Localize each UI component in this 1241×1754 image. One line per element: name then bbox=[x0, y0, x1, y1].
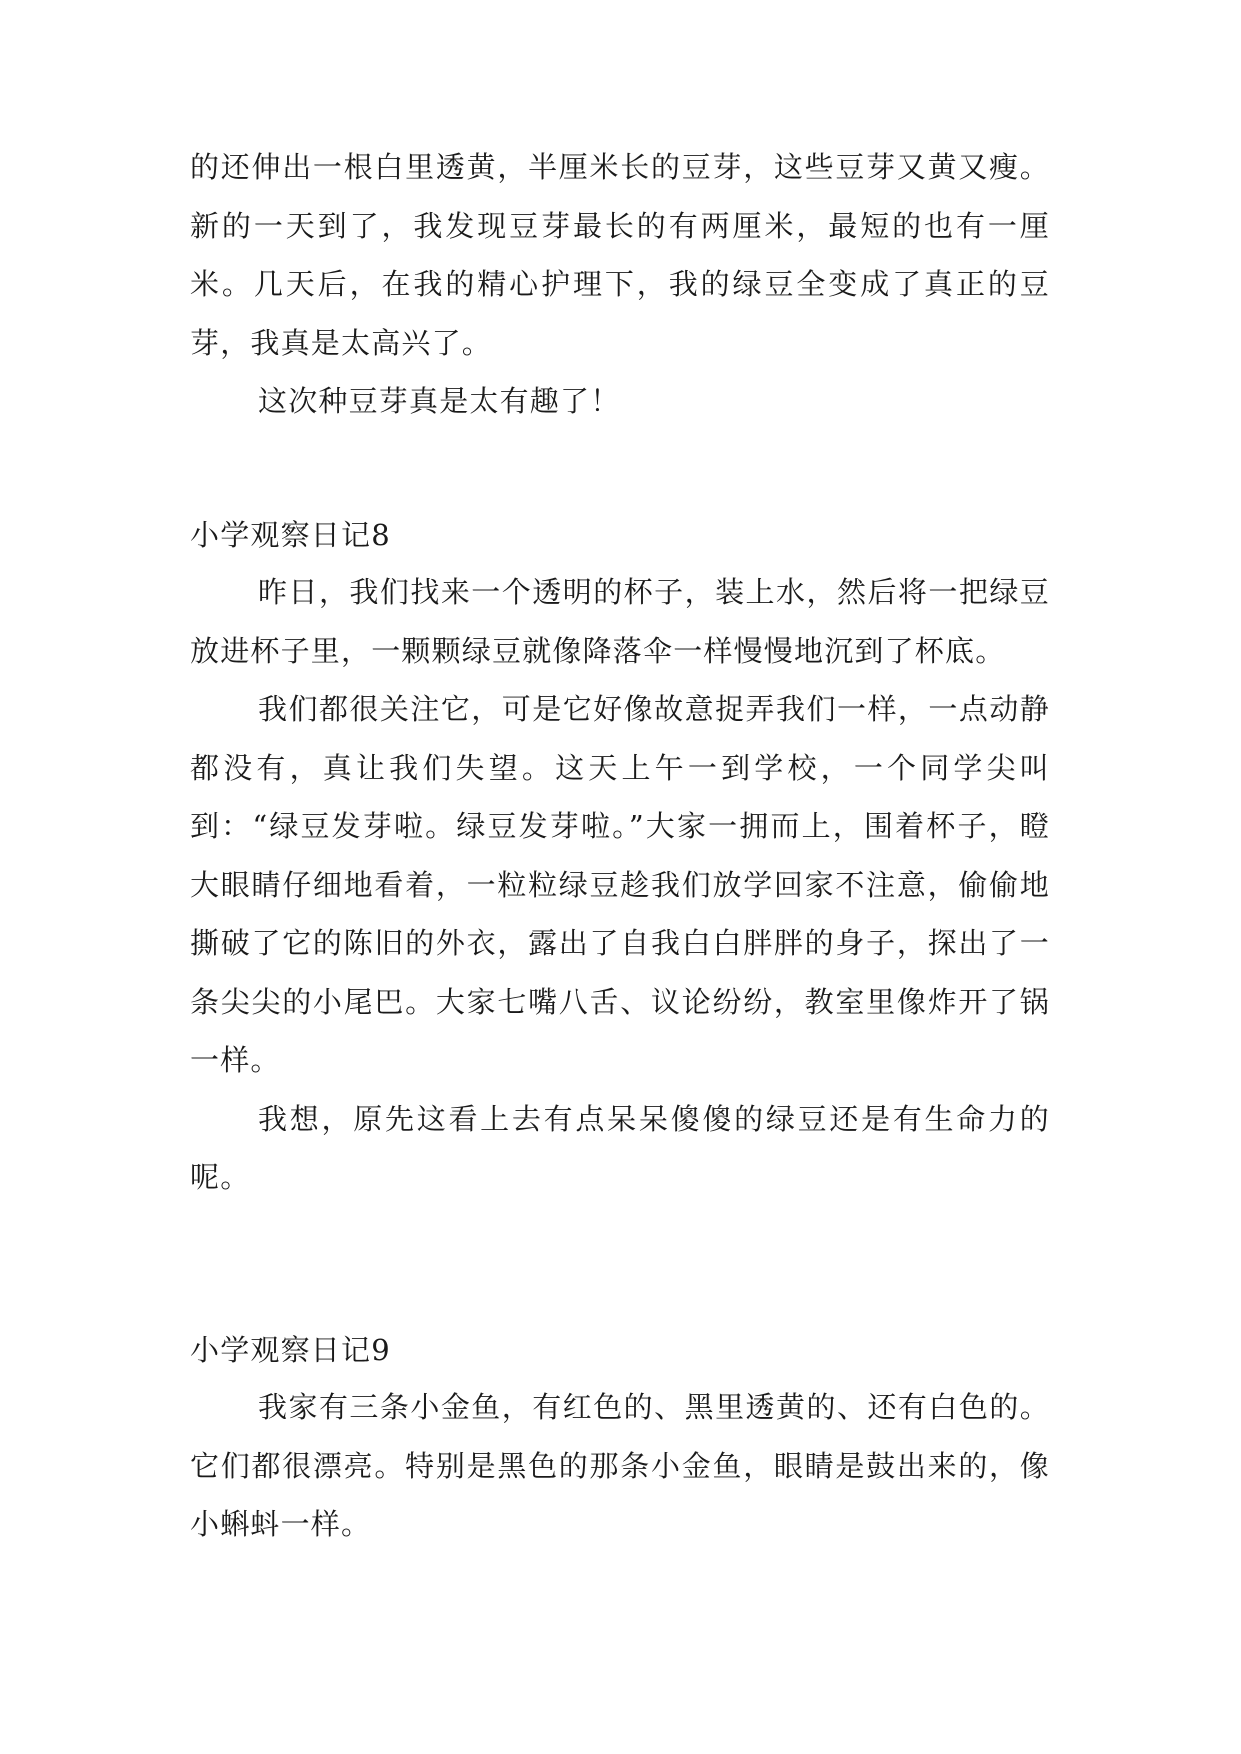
continuation-section bbox=[190, 138, 1050, 431]
diary-8-title: 小学观察日记8 bbox=[190, 518, 391, 552]
diary-9-body bbox=[190, 1378, 1050, 1554]
paragraph: 的还伸出一根白里透黄，半厘米长的豆芽，这些豆芽又黄又瘦。新的一天到了，我发现豆芽最长的有两厘米，最短的也有一厘米。几天后，在我的精心护理下，我的绿豆全变成了真正的豆芽，我真是太高兴了。 bbox=[190, 150, 1050, 360]
paragraph: 我想，原先这看上去有点呆呆傻傻的绿豆还是有生命力的呢。 bbox=[190, 1101, 1050, 1194]
paragraph: 我家有三条小金鱼，有红色的、黑里透黄的、还有白色的。它们都很漂亮。特别是黑色的那条小金鱼，眼睛是鼓出来的，像小蝌蚪一样。 bbox=[190, 1390, 1050, 1541]
paragraph: 我们都很关注它，可是它好像故意捉弄我们一样，一点动静都没有，真让我们失望。这天上午一到学校，一个同学尖叫到：“绿豆发芽啦。绿豆发芽啦。”大家一拥而上，围着杯子，瞪大眼睛仔细地看着，一粒粒绿豆趁我们放学回家不注意，偷偷地撕破了它的陈旧的外衣，露出了自我白白胖胖的身子，探出了一条尖尖的小尾巴。大家七嘴八舌、议论纷纷，教室里像炸开了锅一样。 bbox=[190, 692, 1050, 1077]
diary-9-title: 小学观察日记9 bbox=[190, 1333, 391, 1367]
paragraph: 这次种豆芽真是太有趣了！ bbox=[258, 384, 621, 418]
diary-8-body bbox=[190, 563, 1050, 1207]
paragraph: 昨日，我们找来一个透明的杯子，装上水，然后将一把绿豆放进杯子里，一颗颗绿豆就像降落伞一样慢慢地沉到了杯底。 bbox=[190, 575, 1050, 668]
